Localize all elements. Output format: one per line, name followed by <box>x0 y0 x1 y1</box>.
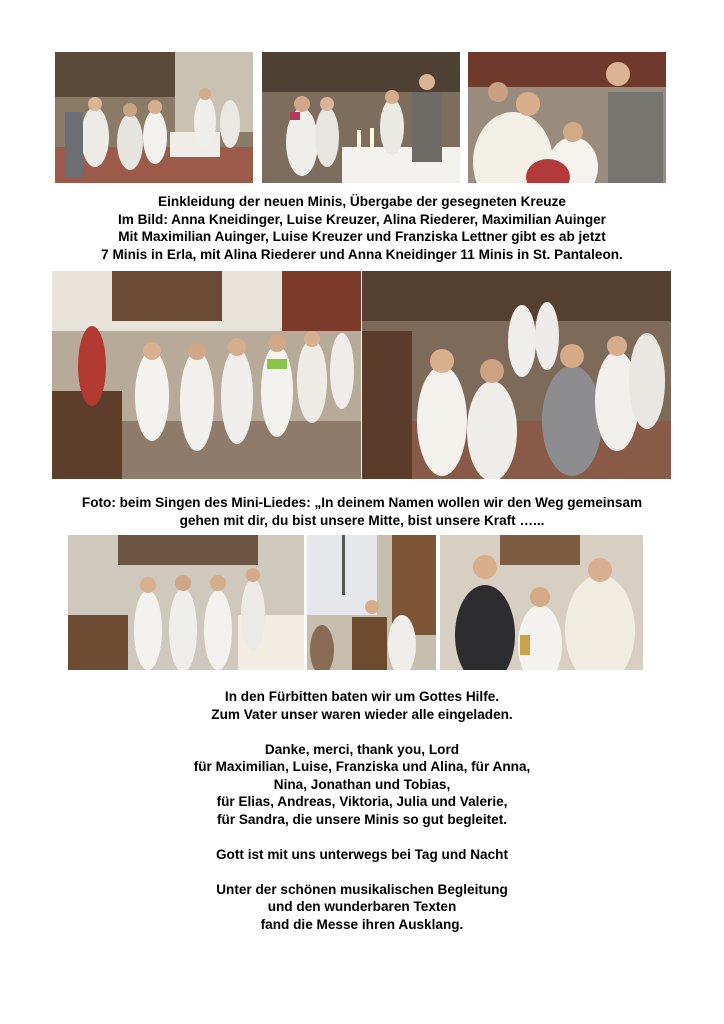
photo-group-left <box>52 271 361 479</box>
photo-investiture-3 <box>468 52 666 183</box>
photo-investiture-2 <box>262 52 460 183</box>
photo-lectern <box>307 535 436 670</box>
photo-investiture-1 <box>55 52 253 183</box>
photo-group-right <box>362 271 671 479</box>
caption-line: Im Bild: Anna Kneidinger, Luise Kreuzer, Alina Riederer, Maximilian Auinger <box>118 211 606 227</box>
photo-altar-servers <box>68 535 304 670</box>
caption-line: Mit Maximilian Auinger, Luise Kreuzer und Franziska Lettner gibt es ab jetzt <box>118 229 606 244</box>
closing-line: Zum Vater unser waren wieder alle eingeladen. <box>211 706 513 722</box>
closing-line: Nina, Jonathan und Tobias, <box>273 776 451 792</box>
closing-line: fand die Messe ihren Ausklang. <box>260 916 464 932</box>
closing-line: für Sandra, die unsere Minis so gut begleitet. <box>216 811 508 827</box>
closing-line: Gott ist mit uns unterwegs bei Tag und Nacht <box>215 846 509 862</box>
closing-text <box>0 688 724 933</box>
caption-song <box>0 494 724 529</box>
caption-line: 7 Minis in Erla, mit Alina Riederer und Anna Kneidinger 11 Minis in St. Pantaleon. <box>101 246 623 262</box>
caption-line: Einkleidung der neuen Minis, Übergabe der gesegneten Kreuze <box>158 194 566 209</box>
closing-line: für Maximilian, Luise, Franziska und Alina, für Anna, <box>193 759 531 774</box>
caption-line: Foto: beim Singen des Mini-Liedes: „In deinem Namen wollen wir den Weg gemeinsam <box>81 495 643 510</box>
closing-line: und den wunderbaren Texten <box>267 899 457 914</box>
caption-line: gehen mit dir, du bist unsere Mitte, bist unsere Kraft …... <box>179 512 545 528</box>
caption-investiture <box>0 193 724 263</box>
closing-line: Unter der schönen musikalischen Begleitung <box>216 881 508 897</box>
closing-line: Danke, merci, thank you, Lord <box>264 741 460 757</box>
closing-line: In den Fürbitten baten wir um Gottes Hilfe. <box>224 689 500 704</box>
photo-priests <box>440 535 643 670</box>
closing-line: für Elias, Andreas, Viktoria, Julia und Valerie, <box>216 794 508 809</box>
